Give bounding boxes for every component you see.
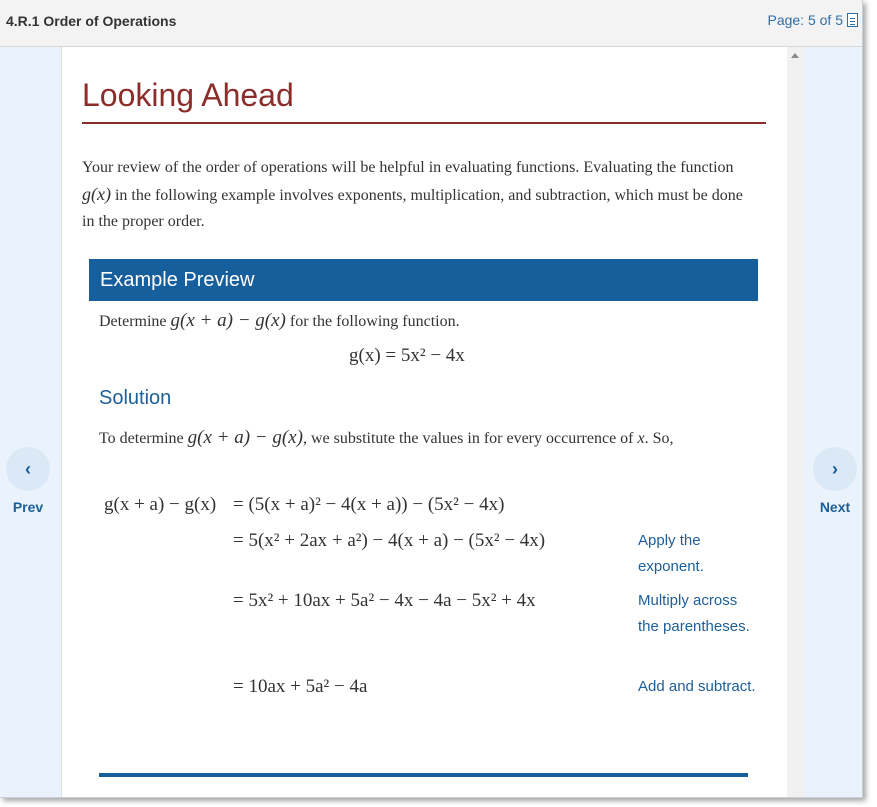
page-indicator-text: Page: 5 of 5 <box>767 12 843 28</box>
solution-text-2: , we substitute the values in for every occurrence of <box>302 430 638 447</box>
example-prompt <box>99 310 460 332</box>
content-pane <box>61 47 788 797</box>
page-title: Looking Ahead <box>82 77 294 113</box>
prompt-text-1: Determine <box>99 313 171 330</box>
intro-text-2: in the following example involves exponents, multiplication, and subtraction, which must be done in the proper order. <box>82 187 743 230</box>
step-2-note: Apply the exponent. <box>638 532 704 575</box>
solution-expression: g(x + a) − g(x) <box>187 427 303 448</box>
solution-heading: Solution <box>99 387 172 409</box>
intro-paragraph <box>82 155 752 235</box>
step-3-rhs: = 5x² + 10ax + 5a² − 4x − 4a − 5x² + 4x <box>233 590 536 611</box>
prev-button[interactable] <box>0 447 56 515</box>
solution-text-3: . So, <box>644 430 674 447</box>
next-button[interactable] <box>807 447 863 515</box>
vertical-scrollbar[interactable] <box>787 47 804 797</box>
top-bar <box>0 0 862 47</box>
step-1-lhs: g(x + a) − g(x) <box>104 494 217 515</box>
chevron-left-icon[interactable]: ‹ <box>6 447 50 491</box>
example-header <box>89 259 758 301</box>
document-icon[interactable] <box>847 13 858 27</box>
prompt-text-2: for the following function. <box>285 313 460 330</box>
prompt-expression: g(x + a) − g(x) <box>170 310 286 331</box>
step-4-rhs: = 10ax + 5a² − 4a <box>233 676 368 697</box>
step-1-rhs: = (5(x + a)² − 4(x + a)) − (5x² − 4x) <box>233 494 505 515</box>
solution-text-1: To determine <box>99 430 188 447</box>
title-divider <box>82 122 766 124</box>
solution-variable: x <box>637 430 645 447</box>
step-3-note: Multiply across the parentheses. <box>638 592 750 635</box>
scroll-up-arrow-icon[interactable] <box>791 53 799 58</box>
example-title: Example Preview <box>100 269 255 291</box>
prev-label[interactable]: Prev <box>12 499 44 515</box>
chevron-right-icon[interactable]: › <box>813 447 857 491</box>
intro-text-1: Your review of the order of operations will be helpful in evaluating functions. Evaluating the function <box>82 159 734 176</box>
step-2-rhs: = 5(x² + 2ax + a²) − 4(x + a) − (5x² − 4x) <box>233 530 546 551</box>
page-indicator[interactable] <box>767 12 858 28</box>
course-title: 4.R.1 Order of Operations <box>6 13 177 29</box>
intro-function: g(x) <box>82 184 111 204</box>
step-4-note: Add and subtract. <box>638 678 756 695</box>
function-definition: g(x) = 5x² − 4x <box>349 345 465 366</box>
example-bottom-divider <box>99 773 748 777</box>
next-label[interactable]: Next <box>819 499 851 515</box>
solution-text <box>99 427 674 449</box>
